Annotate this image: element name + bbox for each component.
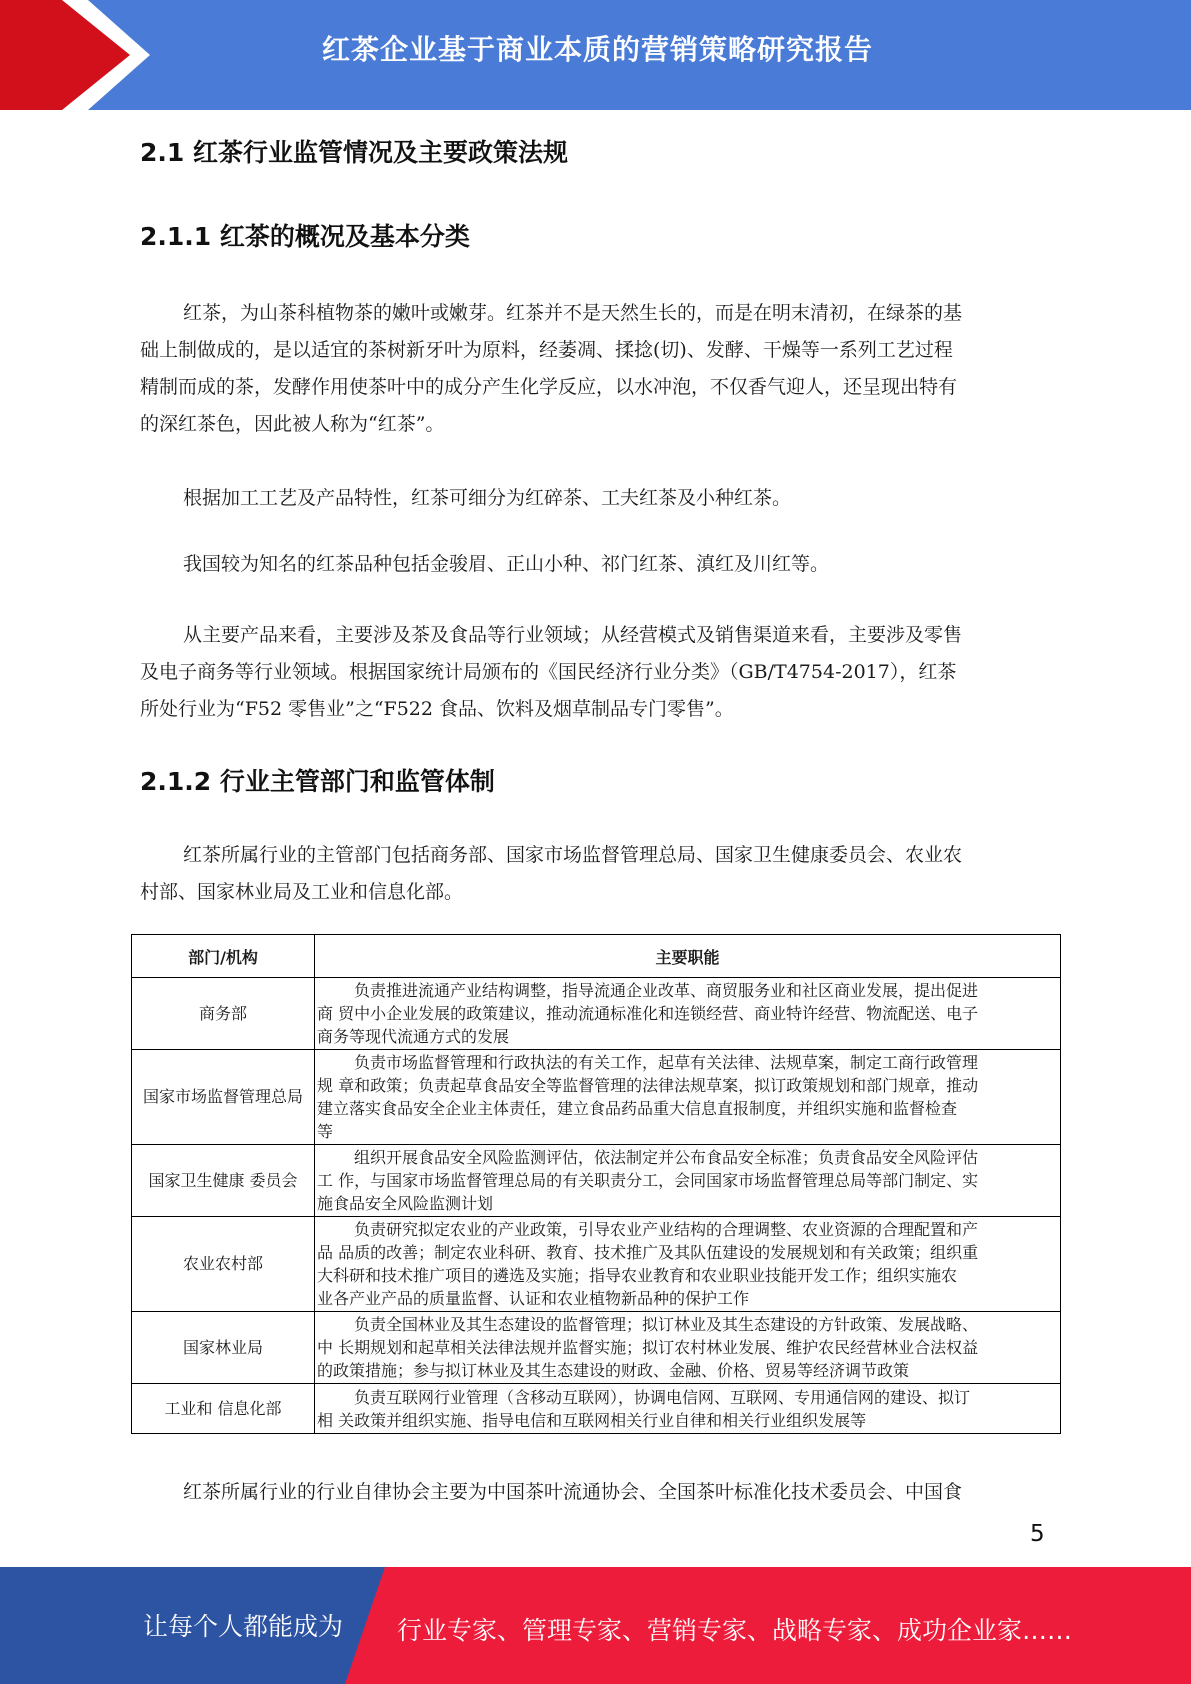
table-row	[132, 978, 1061, 1050]
page-number: 5	[1030, 1521, 1045, 1547]
duty-line: 施食品安全风险监测计划	[317, 1194, 494, 1213]
table-cell-dept: 国家卫生健康 委员会	[132, 1145, 315, 1217]
duty-line: 负责推进流通产业结构调整，指导流通企业改革、商贸服务业和社区商业发展，提出促进	[354, 981, 979, 1000]
footer-slogan-left: 让每个人都能成为	[143, 1612, 344, 1641]
table-cell-duty	[315, 1312, 1061, 1384]
header-banner	[0, 0, 1191, 110]
paragraph-line: 础上制做成的，是以适宜的茶树新牙叶为原料，经萎凋、揉捻(切)、发酵、干燥等一系列工艺过程	[140, 339, 953, 361]
paragraph-line: 及电子商务等行业领域。根据国家统计局颁布的《国民经济行业分类》（GB/T4754-2017），红茶	[140, 661, 957, 683]
footer-slogan-right: 行业专家、管理专家、营销专家、战略专家、成功企业家……	[397, 1616, 1073, 1645]
duty-line: 商务等现代流通方式的发展	[317, 1027, 510, 1046]
paragraph-line: 从主要产品来看，主要涉及茶及食品等行业领域；从经营模式及销售渠道来看，主要涉及零售	[183, 624, 963, 646]
paragraph-industry	[140, 617, 1058, 728]
section-heading-2-1-2: 2.1.2 行业主管部门和监管体制	[140, 767, 495, 796]
table-cell-duty	[315, 1384, 1061, 1434]
paragraph-line: 红茶所属行业的主管部门包括商务部、国家市场监督管理总局、国家卫生健康委员会、农业农	[183, 844, 963, 866]
paragraph-authorities	[140, 837, 1058, 911]
duty-line: 负责互联网行业管理（含移动互联网），协调电信网、互联网、专用通信网的建设、拟订	[354, 1387, 971, 1407]
section-heading-2-1-1: 2.1.1 红茶的概况及基本分类	[140, 222, 470, 251]
duty-line: 商 贸中小企业发展的政策建议，推动流通标准化和连锁经营、商业特许经营、物流配送、电子	[317, 1004, 979, 1023]
paragraph-line: 的深红茶色，因此被人称为“红茶”。	[140, 413, 445, 435]
table-cell-duty	[315, 1145, 1061, 1217]
duty-line: 负责研究拟定农业的产业政策，引导农业产业结构的合理调整、农业资源的合理配置和产	[354, 1220, 979, 1239]
paragraph-line: 根据加工工艺及产品特性，红茶可细分为红碎茶、工夫红茶及小种红茶。	[183, 487, 792, 509]
duty-line: 等	[317, 1122, 334, 1141]
table-header-duty: 主要职能	[315, 935, 1061, 978]
duty-line: 建立落实食品安全企业主体责任，建立食品药品重大信息直报制度，并组织实施和监督检查	[317, 1099, 958, 1118]
duty-line: 业各产业产品的质量监督、认证和农业植物新品种的保护工作	[317, 1289, 750, 1308]
duty-line: 负责全国林业及其生态建设的监督管理；拟订林业及其生态建设的方针政策、发展战略、	[354, 1315, 979, 1334]
paragraph-line: 精制而成的茶，发酵作用使茶叶中的成分产生化学反应，以水冲泡，不仅香气迎人，还呈现出特有	[140, 376, 958, 398]
duty-line: 规 章和政策；负责起草食品安全等监督管理的法律法规草案，拟订政策规划和部门规章，推动	[317, 1076, 979, 1095]
table-header-row	[132, 935, 1061, 978]
duty-line: 负责市场监督管理和行政执法的有关工作，起草有关法律、法规草案，制定工商行政管理	[354, 1053, 979, 1072]
table-row	[132, 1312, 1061, 1384]
table-cell-dept: 农业农村部	[132, 1217, 315, 1312]
table-cell-dept: 国家市场监督管理总局	[132, 1050, 315, 1145]
duty-line: 品 品质的改善；制定农业科研、教育、技术推广及其队伍建设的发展规划和有关政策；组织重	[317, 1243, 979, 1262]
footer-banner	[0, 1567, 1191, 1684]
paragraph-line: 红茶所属行业的行业自律协会主要为中国茶叶流通协会、全国茶叶标准化技术委员会、中国食	[183, 1481, 963, 1503]
paragraph-line: 村部、国家林业局及工业和信息化部。	[140, 881, 464, 903]
table-cell-dept: 国家林业局	[132, 1312, 315, 1384]
authorities-table	[131, 934, 1061, 1434]
table-row	[132, 1384, 1061, 1434]
table-cell-dept: 工业和 信息化部	[132, 1384, 315, 1434]
section-heading-2-1: 2.1 红茶行业监管情况及主要政策法规	[140, 138, 568, 167]
red-arrow-decoration	[0, 0, 150, 110]
duty-line: 组织开展食品安全风险监测评估，依法制定并公布食品安全标准；负责食品安全风险评估	[354, 1148, 979, 1167]
paragraph-line: 所处行业为“F52 零售业”之“F522 食品、饮料及烟草制品专门零售”。	[140, 698, 734, 720]
paragraph-line: 红茶，为山茶科植物茶的嫩叶或嫩芽。红茶并不是天然生长的，而是在明末清初，在绿茶的基	[183, 302, 963, 324]
table-cell-duty	[315, 1050, 1061, 1145]
duty-line: 大科研和技术推广项目的遴选及实施；指导农业教育和农业职业技能开发工作；组织实施农	[317, 1266, 958, 1285]
table-cell-dept: 商务部	[132, 978, 315, 1050]
duty-line: 的政策措施；参与拟订林业及其生态建设的财政、金融、价格、贸易等经济调节政策	[317, 1361, 910, 1380]
table-row	[132, 1217, 1061, 1312]
duty-line: 工 作，与国家市场监督管理总局的有关职责分工，会同国家市场监督管理总局等部门制定、实	[317, 1171, 979, 1190]
table-cell-duty	[315, 978, 1061, 1050]
duty-line: 相 关政策并组织实施、指导电信和互联网相关行业自律和相关行业组织发展等	[317, 1410, 867, 1430]
table-header-dept: 部门/机构	[132, 935, 315, 978]
paragraph-varieties	[140, 546, 1058, 583]
table-row	[132, 1050, 1061, 1145]
duty-line: 中 长期规划和起草相关法律法规并监督实施；拟订农村林业发展、维护农民经营林业合法权益	[317, 1338, 979, 1357]
document-title: 红茶企业基于商业本质的营销策略研究报告	[322, 33, 874, 66]
table-cell-duty	[315, 1217, 1061, 1312]
paragraph-line: 我国较为知名的红茶品种包括金骏眉、正山小种、祁门红茶、滇红及川红等。	[183, 553, 830, 575]
paragraph-classification	[140, 480, 1058, 517]
paragraph-associations	[140, 1474, 1058, 1511]
paragraph-overview	[140, 295, 1058, 443]
table-row	[132, 1145, 1061, 1217]
